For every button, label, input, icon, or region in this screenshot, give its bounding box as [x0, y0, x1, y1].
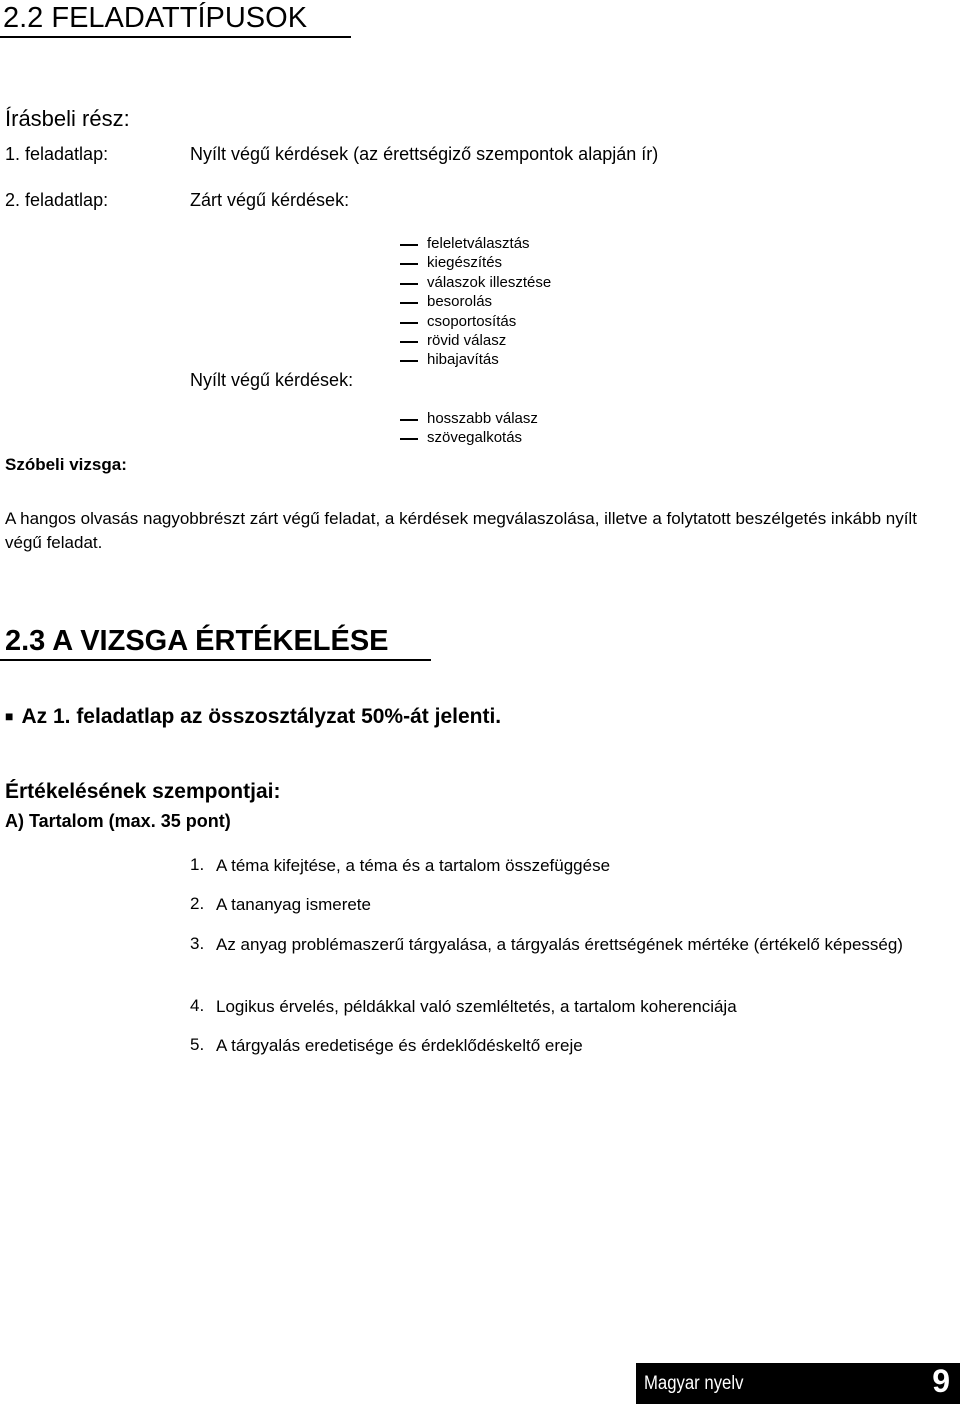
dash-marker [400, 419, 418, 421]
page-footer [636, 1363, 960, 1404]
written-part-title: Írásbeli rész: [5, 106, 130, 131]
item-number: 2. [190, 894, 205, 913]
item-text: Logikus érvelés, példákkal való szemléltetés, a tartalom koherenciája [216, 997, 737, 1016]
page-number: 9 [932, 1363, 950, 1399]
dash-marker [400, 360, 418, 362]
footer-subject: Magyar nyelv [644, 1373, 744, 1394]
sheet1-text: Nyílt végű kérdések (az érettségiző szempontok alapján ír) [190, 144, 659, 164]
oral-exam-title: Szóbeli vizsga: [5, 455, 127, 474]
sheet1-label: 1. feladatlap: [5, 144, 109, 164]
content-subtitle: A) Tartalom (max. 35 pont) [5, 811, 231, 831]
item-text: A tárgyalás eredetisége és érdeklődéskeltő ereje [216, 1036, 583, 1055]
dash-marker [400, 322, 418, 324]
dash-marker [400, 263, 418, 265]
dash-marker [400, 438, 418, 440]
item-number: 4. [190, 996, 205, 1015]
section-heading: 2.3 A VIZSGA ÉRTÉKELÉSE [5, 625, 389, 657]
open-questions-label: Nyílt végű kérdések: [190, 370, 354, 390]
item-text: A tananyag ismerete [216, 895, 371, 914]
criteria-title: Értékelésének szempontjai: [5, 780, 281, 803]
bullet-statement [5, 705, 501, 729]
item-number: 3. [190, 934, 205, 953]
section-heading: 2.2 FELADATTÍPUSOK [3, 2, 308, 34]
item-number: 5. [190, 1035, 205, 1054]
sheet2-text: Zárt végű kérdések: [190, 190, 350, 210]
heading-underline [0, 36, 351, 38]
item-text: A téma kifejtése, a téma és a tartalom összefüggése [216, 856, 611, 875]
dash-marker [400, 244, 418, 246]
sheet2-label: 2. feladatlap: [5, 190, 109, 210]
square-bullet-icon: ■ [5, 708, 14, 724]
heading-underline [0, 659, 431, 661]
item-text: Az anyag problémaszerű tárgyalása, a tárgyalás érettségének mértéke (értékelő képesség) [216, 935, 903, 954]
bullet-text: Az 1. feladatlap az összosztályzat 50%-át jelenti. [21, 705, 502, 728]
item-number: 1. [190, 855, 205, 874]
dash-marker [400, 283, 418, 285]
dash-marker [400, 302, 418, 304]
oral-exam-paragraph: A hangos olvasás nagyobbrészt zárt végű feladat, a kérdések megválaszolása, illetve a folytatott beszélgetés inkább nyílt végű feladat. [5, 509, 917, 552]
dash-marker [400, 341, 418, 343]
